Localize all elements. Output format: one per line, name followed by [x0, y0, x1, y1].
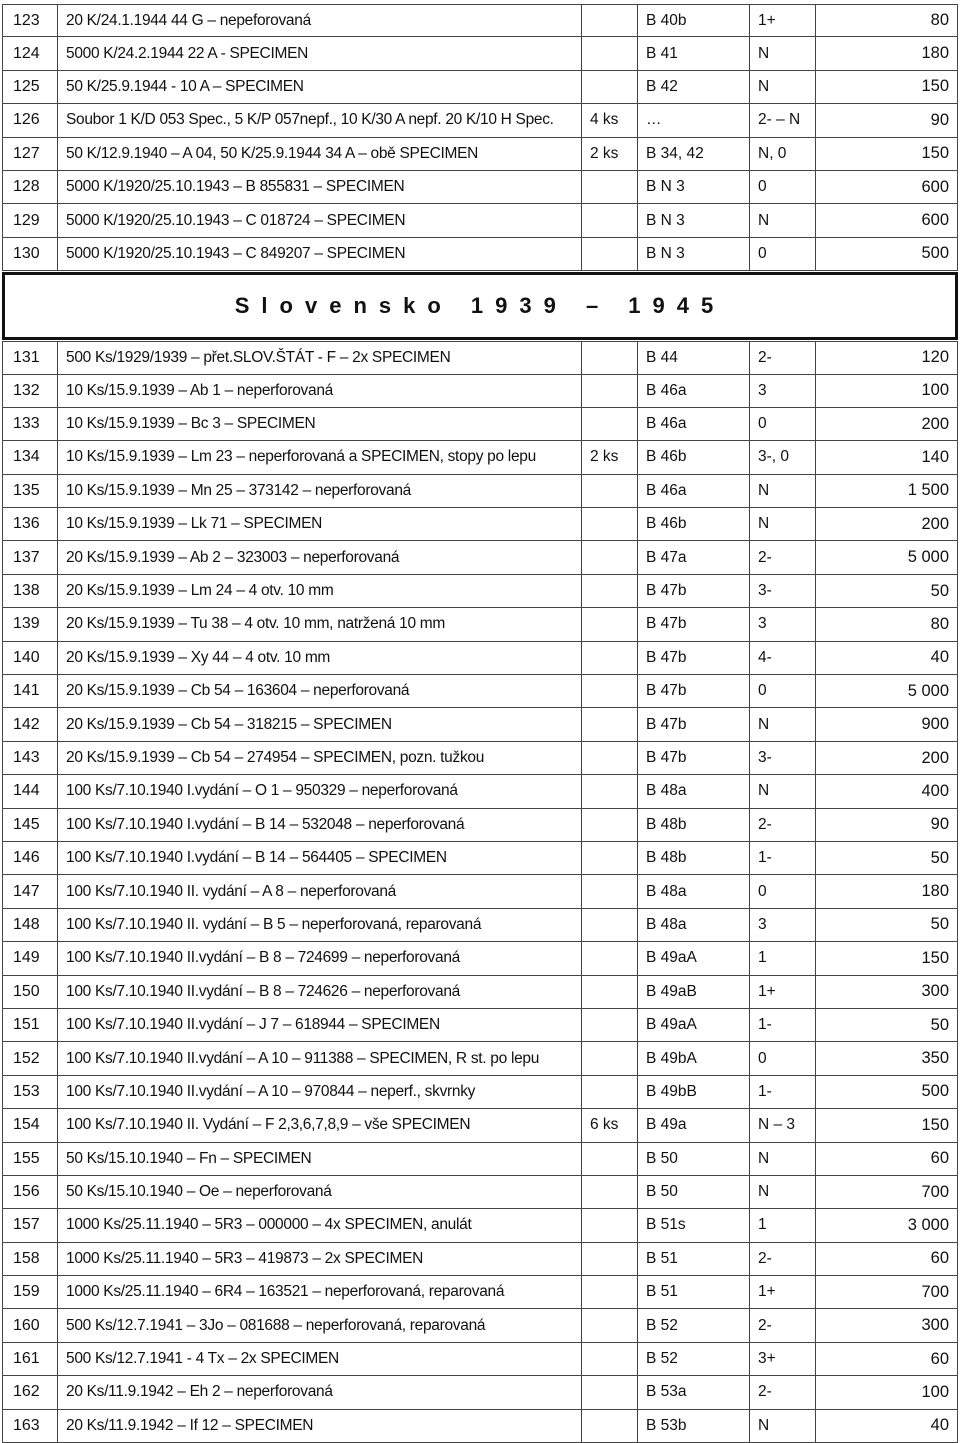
table-row	[2, 541, 958, 574]
lot-catalog-number: B 49a	[638, 1109, 750, 1141]
lot-description: 10 Ks/15.9.1939 – Bc 3 – SPECIMEN	[58, 408, 582, 440]
lot-grade: 0	[750, 875, 816, 907]
lot-catalog-number: B 40b	[638, 5, 750, 36]
lot-grade: 4-	[750, 642, 816, 674]
lot-description: 100 Ks/7.10.1940 I.vydání – B 14 – 564405 – SPECIMEN	[58, 842, 582, 874]
lot-catalog-number: B 49aA	[638, 1009, 750, 1041]
lot-number: 156	[2, 1176, 58, 1208]
lot-description: 100 Ks/7.10.1940 I.vydání – B 14 – 532048 – neperforovaná	[58, 809, 582, 841]
table-row	[2, 1209, 958, 1242]
lot-description: 5000 K/1920/25.10.1943 – C 018724 – SPECIMEN	[58, 204, 582, 236]
lot-description: 50 Ks/15.10.1940 – Fn – SPECIMEN	[58, 1143, 582, 1175]
lot-catalog-number: B 48a	[638, 875, 750, 907]
lot-price: 150	[816, 942, 958, 974]
lot-description: 100 Ks/7.10.1940 II.vydání – B 8 – 724699 – neperforovaná	[58, 942, 582, 974]
lot-description: 100 Ks/7.10.1940 II.vydání – A 10 – 911388 – SPECIMEN, R st. po lepu	[58, 1042, 582, 1074]
lot-description: 5000 K/24.2.1944 22 A - SPECIMEN	[58, 37, 582, 69]
lot-description: 100 Ks/7.10.1940 II. Vydání – F 2,3,6,7,8,9 – vše SPECIMEN	[58, 1109, 582, 1141]
lot-number: 149	[2, 942, 58, 974]
lot-description: 5000 K/1920/25.10.1943 – C 849207 – SPECIMEN	[58, 238, 582, 270]
table-row	[2, 475, 958, 508]
table-row	[2, 4, 958, 37]
lot-number: 127	[2, 138, 58, 170]
lot-quantity	[582, 1410, 638, 1442]
table-row	[2, 875, 958, 908]
lot-number: 135	[2, 475, 58, 507]
lot-description: 100 Ks/7.10.1940 II.vydání – B 8 – 724626 – neperforovaná	[58, 976, 582, 1008]
table-row	[2, 441, 958, 474]
lot-number: 154	[2, 1109, 58, 1141]
lot-grade: 0	[750, 1042, 816, 1074]
lot-quantity	[582, 1176, 638, 1208]
table-row	[2, 1109, 958, 1142]
lot-catalog-number: B 46a	[638, 375, 750, 407]
lot-quantity	[582, 708, 638, 740]
lot-description: 10 Ks/15.9.1939 – Ab 1 – neperforovaná	[58, 375, 582, 407]
lot-quantity	[582, 575, 638, 607]
lot-grade: 3	[750, 608, 816, 640]
table-row	[2, 608, 958, 641]
lot-price: 1 500	[816, 475, 958, 507]
lot-description: 5000 K/1920/25.10.1943 – B 855831 – SPECIMEN	[58, 171, 582, 203]
lot-quantity	[582, 909, 638, 941]
lot-grade: N	[750, 775, 816, 807]
table-row	[2, 1042, 958, 1075]
lot-catalog-number: B 47b	[638, 575, 750, 607]
lot-description: 100 Ks/7.10.1940 II. vydání – B 5 – neperforovaná, reparovaná	[58, 909, 582, 941]
lot-catalog-number: B 47b	[638, 642, 750, 674]
section-title: Slovensko 1939 – 1945	[234, 293, 726, 319]
lot-description: 100 Ks/7.10.1940 II.vydání – A 10 – 970844 – neperf., skvrnky	[58, 1076, 582, 1108]
table-row	[2, 1243, 958, 1276]
lot-quantity	[582, 5, 638, 36]
lot-grade: 1	[750, 942, 816, 974]
lot-quantity	[582, 541, 638, 573]
lot-catalog-number: B 47b	[638, 742, 750, 774]
lot-price: 180	[816, 875, 958, 907]
lot-number: 134	[2, 441, 58, 473]
lot-quantity	[582, 809, 638, 841]
lot-price: 200	[816, 408, 958, 440]
lot-quantity	[582, 1343, 638, 1375]
lot-quantity: 2 ks	[582, 138, 638, 170]
lot-price: 50	[816, 1009, 958, 1041]
lot-price: 600	[816, 204, 958, 236]
lot-number: 159	[2, 1276, 58, 1308]
table-row	[2, 508, 958, 541]
lot-number: 132	[2, 375, 58, 407]
table-row	[2, 71, 958, 104]
lot-grade: N	[750, 37, 816, 69]
lot-quantity	[582, 475, 638, 507]
lot-description: 100 Ks/7.10.1940 II. vydání – A 8 – neperforovaná	[58, 875, 582, 907]
lot-grade: N	[750, 204, 816, 236]
table-row	[2, 1009, 958, 1042]
lot-catalog-number: B 41	[638, 37, 750, 69]
lot-number: 148	[2, 909, 58, 941]
table-row	[2, 675, 958, 708]
lot-grade: N	[750, 508, 816, 540]
lot-grade: 1+	[750, 1276, 816, 1308]
lot-number: 151	[2, 1009, 58, 1041]
table-row	[2, 742, 958, 775]
lot-number: 142	[2, 708, 58, 740]
table-row	[2, 375, 958, 408]
lot-number: 147	[2, 875, 58, 907]
lot-description: 100 Ks/7.10.1940 I.vydání – O 1 – 950329 – neperforovaná	[58, 775, 582, 807]
lot-grade: N	[750, 1143, 816, 1175]
lot-price: 60	[816, 1343, 958, 1375]
lot-number: 155	[2, 1143, 58, 1175]
lot-number: 160	[2, 1309, 58, 1341]
lot-quantity	[582, 842, 638, 874]
lot-description: 10 Ks/15.9.1939 – Lm 23 – neperforovaná a SPECIMEN, stopy po lepu	[58, 441, 582, 473]
lot-grade: 1-	[750, 1009, 816, 1041]
lot-catalog-number: B 46a	[638, 408, 750, 440]
lot-quantity	[582, 37, 638, 69]
lot-quantity	[582, 1209, 638, 1241]
lot-quantity	[582, 1309, 638, 1341]
lot-description: 50 K/25.9.1944 - 10 A – SPECIMEN	[58, 71, 582, 103]
lot-quantity: 6 ks	[582, 1109, 638, 1141]
lot-quantity	[582, 204, 638, 236]
lot-number: 152	[2, 1042, 58, 1074]
lot-grade: N, 0	[750, 138, 816, 170]
lot-price: 40	[816, 642, 958, 674]
lot-quantity	[582, 1042, 638, 1074]
lot-quantity	[582, 1243, 638, 1275]
lot-price: 350	[816, 1042, 958, 1074]
lot-description: 50 K/12.9.1940 – A 04, 50 K/25.9.1944 34 A – obě SPECIMEN	[58, 138, 582, 170]
lot-price: 120	[816, 342, 958, 373]
lot-catalog-number: B 49bA	[638, 1042, 750, 1074]
lot-price: 200	[816, 508, 958, 540]
lot-number: 162	[2, 1376, 58, 1408]
lot-catalog-number: B 42	[638, 71, 750, 103]
lot-description: 10 Ks/15.9.1939 – Mn 25 – 373142 – neperforovaná	[58, 475, 582, 507]
lot-catalog-number: …	[638, 104, 750, 136]
table-row	[2, 642, 958, 675]
lot-description: 100 Ks/7.10.1940 II.vydání – J 7 – 618944 – SPECIMEN	[58, 1009, 582, 1041]
lot-price: 700	[816, 1276, 958, 1308]
lot-price: 60	[816, 1143, 958, 1175]
lot-quantity	[582, 342, 638, 373]
lot-catalog-number: B 48b	[638, 809, 750, 841]
lot-quantity	[582, 875, 638, 907]
lot-price: 90	[816, 104, 958, 136]
lot-number: 158	[2, 1243, 58, 1275]
table-row	[2, 171, 958, 204]
table-row	[2, 708, 958, 741]
lot-number: 124	[2, 37, 58, 69]
lot-catalog-number: B 47b	[638, 608, 750, 640]
lot-price: 80	[816, 5, 958, 36]
lot-price: 40	[816, 1410, 958, 1442]
lot-number: 145	[2, 809, 58, 841]
lot-number: 144	[2, 775, 58, 807]
lot-quantity	[582, 171, 638, 203]
table-row	[2, 408, 958, 441]
lot-grade: 2- – N	[750, 104, 816, 136]
lot-grade: 3-, 0	[750, 441, 816, 473]
lot-catalog-number: B 48a	[638, 775, 750, 807]
lot-grade: N	[750, 1410, 816, 1442]
lot-quantity	[582, 238, 638, 270]
lot-grade: 0	[750, 238, 816, 270]
lot-grade: 3	[750, 909, 816, 941]
lot-quantity	[582, 775, 638, 807]
lot-quantity	[582, 642, 638, 674]
table-row	[2, 1309, 958, 1342]
lot-price: 50	[816, 909, 958, 941]
lot-number: 157	[2, 1209, 58, 1241]
lot-number: 123	[2, 5, 58, 36]
table-row	[2, 976, 958, 1009]
lot-quantity	[582, 976, 638, 1008]
lot-price: 600	[816, 171, 958, 203]
lot-description: 500 Ks/1929/1939 – přet.SLOV.ŠTÁT - F – 2x SPECIMEN	[58, 342, 582, 373]
lot-catalog-number: B 48a	[638, 909, 750, 941]
lot-quantity	[582, 608, 638, 640]
lot-description: 20 K/24.1.1944 44 G – nepeforovaná	[58, 5, 582, 36]
lot-catalog-number: B N 3	[638, 171, 750, 203]
lot-grade: N – 3	[750, 1109, 816, 1141]
lot-number: 139	[2, 608, 58, 640]
lot-description: 20 Ks/11.9.1942 – Eh 2 – neperforovaná	[58, 1376, 582, 1408]
lot-number: 137	[2, 541, 58, 573]
lot-grade: 2-	[750, 541, 816, 573]
table-row	[2, 1176, 958, 1209]
lot-description: 20 Ks/15.9.1939 – Cb 54 – 163604 – neperforovaná	[58, 675, 582, 707]
lot-quantity	[582, 508, 638, 540]
lot-description: 20 Ks/11.9.1942 – If 12 – SPECIMEN	[58, 1410, 582, 1442]
lot-grade: N	[750, 708, 816, 740]
lot-description: 1000 Ks/25.11.1940 – 6R4 – 163521 – neperforovaná, reparovaná	[58, 1276, 582, 1308]
lot-price: 60	[816, 1243, 958, 1275]
lot-catalog-number: B 46a	[638, 475, 750, 507]
lot-catalog-number: B N 3	[638, 204, 750, 236]
lot-price: 100	[816, 375, 958, 407]
lot-quantity	[582, 1376, 638, 1408]
lot-number: 129	[2, 204, 58, 236]
lot-catalog-number: B 47b	[638, 675, 750, 707]
lot-description: 500 Ks/12.7.1941 – 3Jo – 081688 – neperforovaná, reparovaná	[58, 1309, 582, 1341]
lot-catalog-number: B 52	[638, 1343, 750, 1375]
lot-catalog-number: B 51	[638, 1243, 750, 1275]
lot-grade: 0	[750, 408, 816, 440]
lot-grade: 1	[750, 1209, 816, 1241]
lot-number: 126	[2, 104, 58, 136]
table-row	[2, 341, 958, 374]
table-row	[2, 37, 958, 70]
table-row	[2, 909, 958, 942]
lot-catalog-number: B 49aB	[638, 976, 750, 1008]
lot-number: 130	[2, 238, 58, 270]
lot-catalog-number: B 49aA	[638, 942, 750, 974]
lot-catalog-number: B 44	[638, 342, 750, 373]
lot-price: 50	[816, 575, 958, 607]
table-row	[2, 1276, 958, 1309]
lot-quantity: 4 ks	[582, 104, 638, 136]
lot-description: 20 Ks/15.9.1939 – Cb 54 – 274954 – SPECIMEN, pozn. tužkou	[58, 742, 582, 774]
lot-price: 150	[816, 71, 958, 103]
table-row	[2, 1143, 958, 1176]
lot-number: 150	[2, 976, 58, 1008]
lot-number: 146	[2, 842, 58, 874]
lot-number: 153	[2, 1076, 58, 1108]
lot-number: 163	[2, 1410, 58, 1442]
lot-grade: N	[750, 475, 816, 507]
lot-quantity	[582, 1276, 638, 1308]
lot-number: 136	[2, 508, 58, 540]
table-row	[2, 775, 958, 808]
lot-number: 125	[2, 71, 58, 103]
lot-price: 400	[816, 775, 958, 807]
lot-number: 128	[2, 171, 58, 203]
table-row	[2, 138, 958, 171]
lot-price: 500	[816, 1076, 958, 1108]
lot-quantity	[582, 675, 638, 707]
lot-catalog-number: B 53b	[638, 1410, 750, 1442]
lot-description: 20 Ks/15.9.1939 – Tu 38 – 4 otv. 10 mm, natržená 10 mm	[58, 608, 582, 640]
lot-description: 10 Ks/15.9.1939 – Lk 71 – SPECIMEN	[58, 508, 582, 540]
lot-catalog-number: B 50	[638, 1176, 750, 1208]
lot-catalog-number: B 53a	[638, 1376, 750, 1408]
lot-quantity	[582, 942, 638, 974]
lot-description: 1000 Ks/25.11.1940 – 5R3 – 419873 – 2x SPECIMEN	[58, 1243, 582, 1275]
lot-price: 150	[816, 1109, 958, 1141]
lot-description: 1000 Ks/25.11.1940 – 5R3 – 000000 – 4x SPECIMEN, anulát	[58, 1209, 582, 1241]
lot-price: 50	[816, 842, 958, 874]
lot-description: 50 Ks/15.10.1940 – Oe – neperforovaná	[58, 1176, 582, 1208]
lot-description: 20 Ks/15.9.1939 – Xy 44 – 4 otv. 10 mm	[58, 642, 582, 674]
lot-grade: 3-	[750, 575, 816, 607]
table-row	[2, 842, 958, 875]
lot-grade: 0	[750, 675, 816, 707]
lot-price: 150	[816, 138, 958, 170]
catalog-table	[2, 4, 958, 1443]
table-row	[2, 575, 958, 608]
table-row	[2, 1076, 958, 1109]
lot-grade: 0	[750, 171, 816, 203]
lot-grade: 3	[750, 375, 816, 407]
lot-grade: N	[750, 71, 816, 103]
lot-quantity	[582, 742, 638, 774]
lot-catalog-number: B N 3	[638, 238, 750, 270]
lot-grade: 3-	[750, 742, 816, 774]
lot-grade: 1-	[750, 1076, 816, 1108]
lot-catalog-number: B 34, 42	[638, 138, 750, 170]
lot-price: 90	[816, 809, 958, 841]
lot-number: 131	[2, 342, 58, 373]
rows-before	[2, 4, 958, 271]
lot-price: 80	[816, 608, 958, 640]
lot-price: 140	[816, 441, 958, 473]
lot-catalog-number: B 47a	[638, 541, 750, 573]
rows-after	[2, 341, 958, 1443]
lot-catalog-number: B 46b	[638, 508, 750, 540]
lot-catalog-number: B 52	[638, 1309, 750, 1341]
lot-price: 5 000	[816, 675, 958, 707]
table-row	[2, 204, 958, 237]
lot-grade: 1+	[750, 976, 816, 1008]
lot-number: 141	[2, 675, 58, 707]
lot-grade: 2-	[750, 1376, 816, 1408]
lot-quantity	[582, 1143, 638, 1175]
lot-quantity	[582, 71, 638, 103]
lot-price: 200	[816, 742, 958, 774]
table-row	[2, 1343, 958, 1376]
lot-price: 300	[816, 976, 958, 1008]
lot-catalog-number: B 46b	[638, 441, 750, 473]
table-row	[2, 809, 958, 842]
lot-quantity	[582, 375, 638, 407]
lot-grade: 2-	[750, 809, 816, 841]
table-row	[2, 1410, 958, 1443]
lot-price: 5 000	[816, 541, 958, 573]
lot-number: 138	[2, 575, 58, 607]
lot-price: 180	[816, 37, 958, 69]
lot-number: 140	[2, 642, 58, 674]
lot-catalog-number: B 50	[638, 1143, 750, 1175]
lot-grade: 2-	[750, 1243, 816, 1275]
lot-number: 143	[2, 742, 58, 774]
lot-number: 133	[2, 408, 58, 440]
section-header	[2, 272, 958, 340]
lot-catalog-number: B 51	[638, 1276, 750, 1308]
lot-description: 500 Ks/12.7.1941 - 4 Tx – 2x SPECIMEN	[58, 1343, 582, 1375]
lot-price: 300	[816, 1309, 958, 1341]
lot-quantity	[582, 1009, 638, 1041]
lot-price: 500	[816, 238, 958, 270]
lot-quantity	[582, 1076, 638, 1108]
lot-grade: 2-	[750, 1309, 816, 1341]
lot-description: 20 Ks/15.9.1939 – Cb 54 – 318215 – SPECIMEN	[58, 708, 582, 740]
lot-price: 700	[816, 1176, 958, 1208]
lot-grade: N	[750, 1176, 816, 1208]
table-row	[2, 238, 958, 271]
table-row	[2, 942, 958, 975]
lot-grade: 3+	[750, 1343, 816, 1375]
lot-catalog-number: B 51s	[638, 1209, 750, 1241]
lot-catalog-number: B 49bB	[638, 1076, 750, 1108]
lot-quantity: 2 ks	[582, 441, 638, 473]
lot-price: 900	[816, 708, 958, 740]
lot-grade: 1+	[750, 5, 816, 36]
lot-price: 3 000	[816, 1209, 958, 1241]
lot-catalog-number: B 48b	[638, 842, 750, 874]
table-row	[2, 104, 958, 137]
lot-price: 100	[816, 1376, 958, 1408]
lot-grade: 2-	[750, 342, 816, 373]
lot-catalog-number: B 47b	[638, 708, 750, 740]
lot-number: 161	[2, 1343, 58, 1375]
lot-description: 20 Ks/15.9.1939 – Lm 24 – 4 otv. 10 mm	[58, 575, 582, 607]
lot-grade: 1-	[750, 842, 816, 874]
table-row	[2, 1376, 958, 1409]
lot-description: Soubor 1 K/D 053 Spec., 5 K/P 057nepf., 10 K/30 A nepf. 20 K/10 H Spec.	[58, 104, 582, 136]
lot-quantity	[582, 408, 638, 440]
lot-description: 20 Ks/15.9.1939 – Ab 2 – 323003 – neperforovaná	[58, 541, 582, 573]
